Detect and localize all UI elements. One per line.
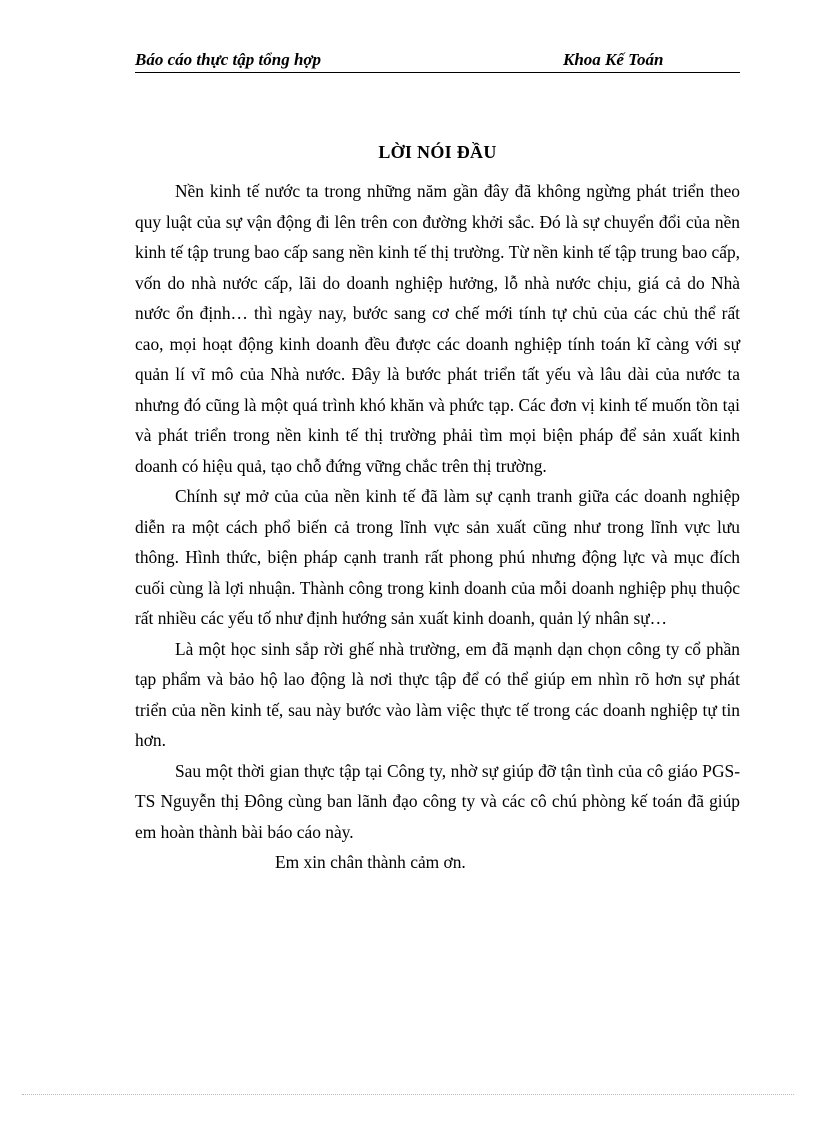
header-report-title: Báo cáo thực tập tổng hợp bbox=[135, 50, 322, 69]
paragraph-2: Chính sự mở của của nền kinh tế đã làm sự cạnh tranh giữa các doanh nghiệp diễn ra một cách phổ biến cả trong lĩnh vực sản xuất cũng như trong lĩnh vực lưu thông. Hình thức, biện pháp cạnh tranh rất phong phú nhưng động lực và mục đích cuối cùng là lợi nhuận. Thành công trong kinh doanh của mỗi doanh nghiệp phụ thuộc rất nhiều các yếu tố như định hướng sản xuất kinh doanh, quản lý nhân sự… bbox=[135, 486, 740, 628]
closing-line: Em xin chân thành cảm ơn. bbox=[275, 852, 466, 872]
page-header bbox=[135, 48, 740, 73]
page-title: LỜI NÓI ĐẦU bbox=[378, 142, 497, 162]
paragraph-1: Nền kinh tế nước ta trong những năm gần đây đã không ngừng phát triển theo quy luật của sự vận động đi lên trên con đường khởi sắc. Đó là sự chuyển đổi của nền kinh tế tập trung bao cấp sang nền kinh tế thị trường. Từ nền kinh tế tập trung bao cấp, vốn do nhà nước cấp, lãi do doanh nghiệp hưởng, lỗ nhà nước chịu, giá cả do Nhà nước ổn định… thì ngày nay, bước sang cơ chế mới tính tự chủ của các chủ thể rất cao, mọi hoạt động kinh doanh đều được các doanh nghiệp tính toán kĩ càng với sự quản lí vĩ mô của Nhà nước. Đây là bước phát triển tất yếu và lâu dài của nước ta nhưng đó cũng là một quá trình khó khăn và phức tạp. Các đơn vị kinh tế muốn tồn tại và phát triển trong nền kinh tế thị trường phải tìm mọi biện pháp để sản xuất kinh doanh có hiệu quả, tạo chỗ đứng vững chắc trên thị trường. bbox=[135, 181, 740, 476]
header-department: Khoa Kế Toán bbox=[563, 50, 664, 69]
paragraph-3: Là một học sinh sắp rời ghế nhà trường, em đã mạnh dạn chọn công ty cổ phần tạp phẩm và bảo hộ lao động là nơi thực tập để có thể giúp em nhìn rõ hơn sự phát triển của nền kinh tế, sau này bước vào làm việc thực tế trong các doanh nghiệp tự tin hơn. bbox=[135, 638, 740, 750]
document-body bbox=[135, 176, 740, 878]
paragraph-4: Sau một thời gian thực tập tại Công ty, nhờ sự giúp đỡ tận tình của cô giáo PGS-TS Nguyễn thị Đông cùng ban lãnh đạo công ty và các cô chú phòng kế toán đã giúp em hoàn thành bài báo cáo này. bbox=[135, 760, 740, 842]
footer-divider bbox=[22, 1094, 794, 1095]
